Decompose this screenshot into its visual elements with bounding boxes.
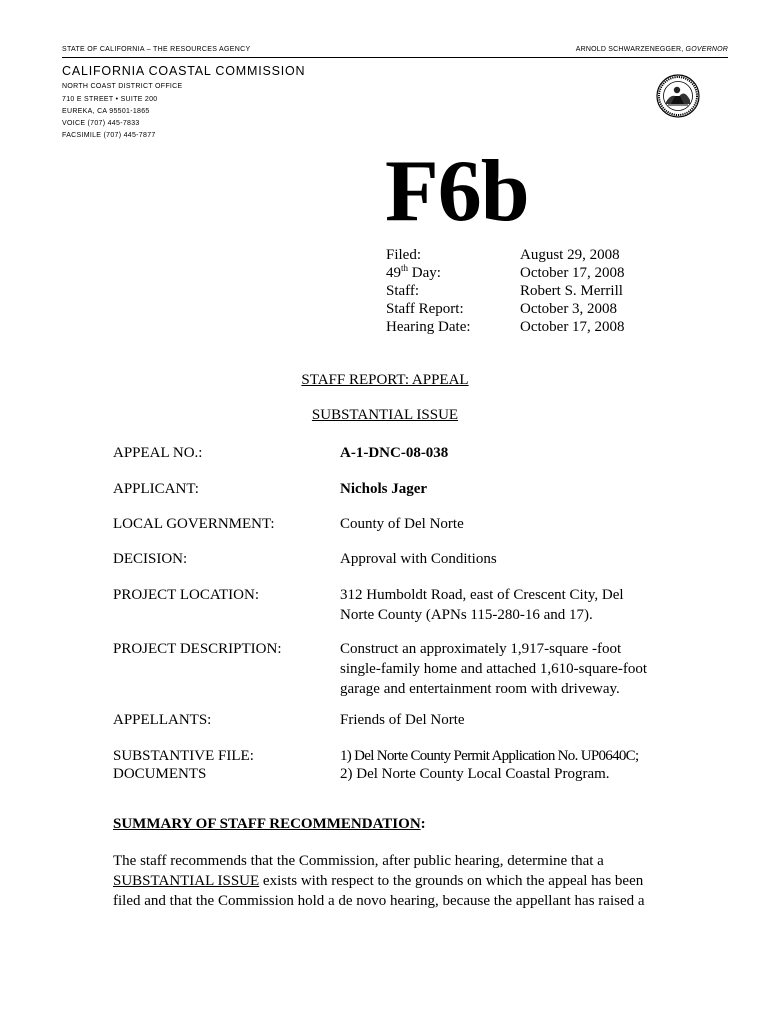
applicant-value: Nichols Jager <box>340 481 428 497</box>
governor-line <box>576 46 728 53</box>
substantive-file-label: SUBSTANTIVE FILE: <box>113 748 254 764</box>
summary-text-post: exists with respect to the grounds on which the appeal has been filed and that the Commission hold a de novo hearing, because the appellant has raised a <box>113 873 645 909</box>
governor-title: GOVERNOR <box>685 46 728 53</box>
appeal-no-label: APPEAL NO.: <box>113 445 203 461</box>
appellants-label: APPELLANTS: <box>113 712 212 728</box>
office-fax: FACSIMILE (707) 445-7877 <box>62 132 156 139</box>
local-government-label: LOCAL GOVERNMENT: <box>113 516 275 532</box>
office-street: 710 E STREET • SUITE 200 <box>62 96 158 103</box>
local-government-value: County of Del Norte <box>340 516 464 532</box>
hearing-date: October 17, 2008 <box>520 319 625 335</box>
staff-label: Staff: <box>386 283 420 299</box>
decision-label: DECISION: <box>113 551 188 567</box>
staff-report-date: October 3, 2008 <box>520 301 618 317</box>
summary-text-pre: The staff recommends that the Commission, after public hearing, determine that a <box>113 853 604 869</box>
day-suffix: th <box>401 263 409 273</box>
summary-heading-text: SUMMARY OF STAFF RECOMMENDATION <box>113 816 421 832</box>
project-location-label: PROJECT LOCATION: <box>113 587 259 603</box>
staff-report-label: Staff Report: <box>386 301 464 317</box>
state-seal-icon <box>656 74 700 118</box>
filed-date: August 29, 2008 <box>520 247 620 263</box>
day-date: October 17, 2008 <box>520 265 625 281</box>
summary-heading <box>113 816 426 833</box>
filed-label: Filed: <box>386 247 422 263</box>
summary-heading-colon: : <box>420 816 426 832</box>
state-agency-line: STATE OF CALIFORNIA – THE RESOURCES AGENCY <box>62 46 251 53</box>
district-office: NORTH COAST DISTRICT OFFICE <box>62 83 183 90</box>
substantive-file-value-2: 2) Del Norte County Local Coastal Program. <box>340 766 610 782</box>
report-subtitle-row <box>0 407 770 424</box>
substantive-file-value: 1) Del Norte County Permit Application No. UP0640C; <box>340 748 639 764</box>
hearing-date-label: Hearing Date: <box>386 319 471 335</box>
appeal-no-value: A-1-DNC-08-038 <box>340 445 449 461</box>
project-location-value: 312 Humboldt Road, east of Crescent City, Del Norte County (APNs 115-280-16 and 17). <box>340 587 624 623</box>
header-divider <box>62 57 728 58</box>
report-title: STAFF REPORT: APPEAL <box>301 372 469 388</box>
report-subtitle: SUBSTANTIAL ISSUE <box>311 407 459 423</box>
substantive-file-label-2: DOCUMENTS <box>113 766 207 782</box>
agenda-item-id: F6b <box>385 143 529 240</box>
appellants-value: Friends of Del Norte <box>340 712 465 728</box>
report-title-row <box>0 372 770 389</box>
office-voice: VOICE (707) 445-7833 <box>62 120 140 127</box>
staff-name: Robert S. Merrill <box>520 283 623 299</box>
summary-paragraph <box>113 851 673 911</box>
applicant-label: APPLICANT: <box>113 481 199 497</box>
substantial-issue-term: SUBSTANTIAL ISSUE <box>113 873 260 889</box>
project-description-label: PROJECT DESCRIPTION: <box>113 641 282 657</box>
governor-name: ARNOLD SCHWARZENEGGER, <box>575 46 684 53</box>
day-number: 49 <box>386 265 401 281</box>
day-label: Day: <box>411 265 441 281</box>
decision-value: Approval with Conditions <box>340 551 497 567</box>
project-description-value: Construct an approximately 1,917-square -foot single-family home and attached 1,610-square-foot garage and entertainment room with driveway. <box>340 641 647 697</box>
commission-name: CALIFORNIA COASTAL COMMISSION <box>62 64 306 78</box>
day-label-row <box>386 264 441 282</box>
office-city: EUREKA, CA 95501-1865 <box>62 108 150 115</box>
